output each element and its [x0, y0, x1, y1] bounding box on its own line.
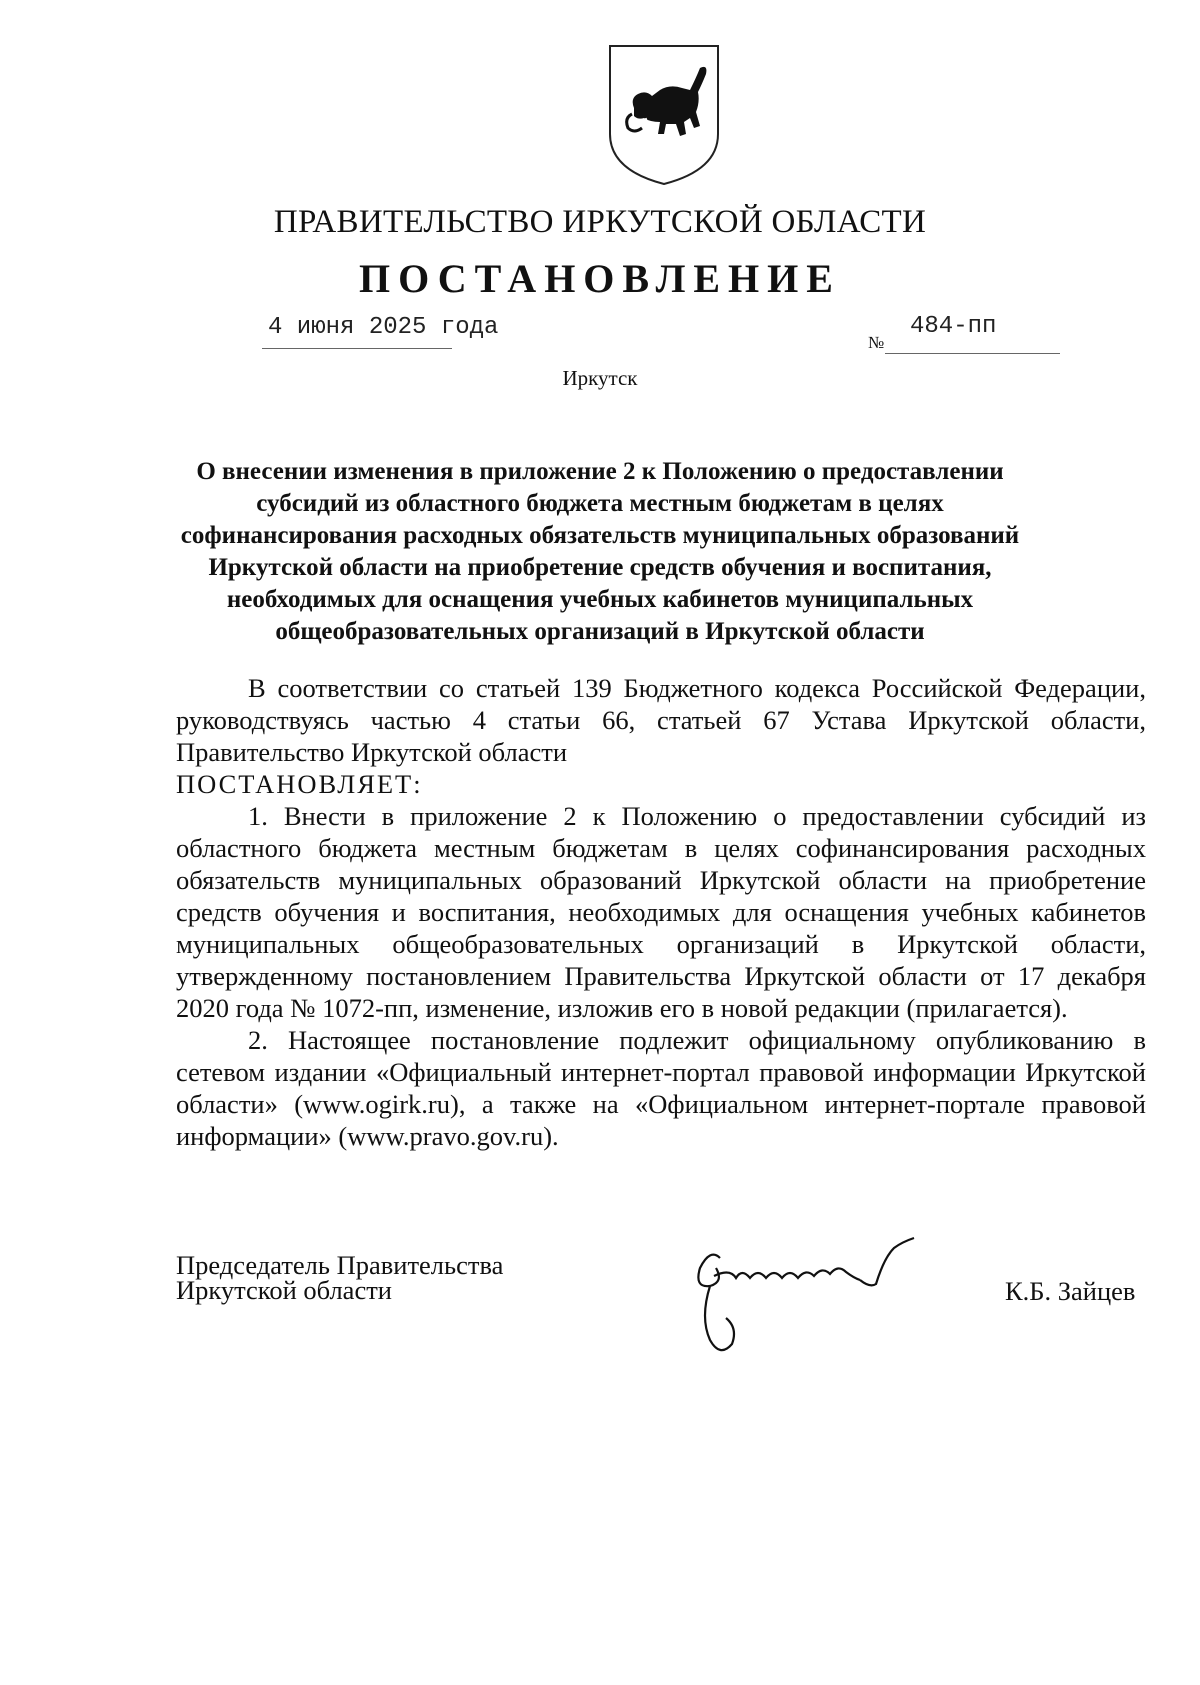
government-title: ПРАВИТЕЛЬСТВО ИРКУТСКОЙ ОБЛАСТИ	[273, 204, 927, 240]
document-type: ПОСТАНОВЛЕНИЕ	[359, 256, 841, 301]
item-1-paragraph: 1. Внести в приложение 2 к Положению о предоставлении субсидий из областного бюджета местным бюджетам в целях софинансирования расходных обязательств муниципальных образований Иркутской области на приобретение средств обучения и воспитания, необходимых для оснащения учебных кабинетов муниципальных общеобразовательных организаций в Иркутской области, утвержденному постановлением Правительства Иркутской области от 17 декабря 2020 года № 1072-пп, изменение, изложив его в новой редакции (прилагается).	[176, 801, 1146, 1023]
document-body	[176, 672, 1146, 1152]
document-number: 484-пп	[910, 313, 997, 340]
signatory-position-line-2: Иркутской области	[176, 1275, 392, 1305]
signatory-name: К.Б. Зайцев	[1005, 1276, 1136, 1306]
signatory-position-line-1: Председатель Правительства	[176, 1250, 504, 1280]
decree-word: ПОСТАНОВЛЯЕТ:	[176, 769, 423, 799]
handwritten-signature-icon	[680, 1228, 950, 1368]
number-underline	[885, 353, 1060, 354]
number-label: №	[868, 333, 885, 352]
preamble-paragraph: В соответствии со статьей 139 Бюджетного кодекса Российской Федерации, руководствуясь частью 4 статьи 66, статьей 67 Устава Иркутской области, Правительство Иркутской области	[176, 673, 1146, 767]
document-subject: О внесении изменения в приложение 2 к Положению о предоставлении субсидий из областного бюджета местным бюджетам в целях софинансирования расходных обязательств муниципальных образований Иркутской области на приобретение средств обучения и воспитания, необходимых для оснащения учебных кабинетов муниципальных общеобразовательных организаций в Иркутской области	[180, 458, 1020, 645]
document-date: 4 июня 2025 года	[268, 314, 499, 341]
coat-of-arms-icon	[604, 38, 724, 188]
item-2-paragraph: 2. Настоящее постановление подлежит официальному опубликованию в сетевом издании «Официальный интернет-портал правовой информации Иркутской области» (www.ogirk.ru), а также на «Официальном интернет-портале правовой информации» (www.pravo.gov.ru).	[176, 1025, 1146, 1151]
date-underline	[262, 348, 452, 349]
document-city: Иркутск	[562, 366, 638, 390]
signatory-position	[176, 1250, 504, 1305]
